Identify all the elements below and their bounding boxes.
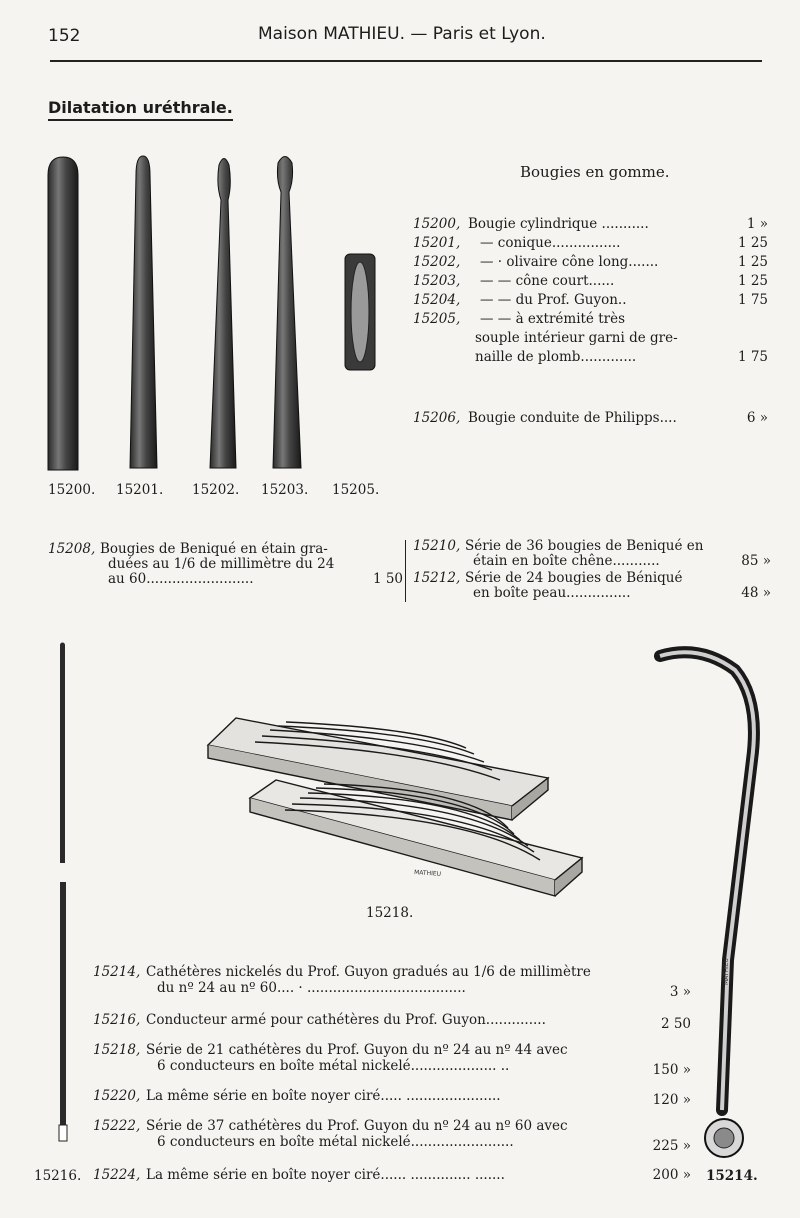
figure-caption-15200: 15200.	[48, 482, 96, 498]
page-number: 152	[48, 26, 81, 46]
case-maker-label: MATHIEU	[413, 869, 442, 878]
page-header-title: Maison MATHIEU. — Paris et Lyon.	[258, 24, 546, 44]
list-item: souple intérieur garni de gre-	[475, 330, 678, 346]
figure-caption-15216: 15216.	[34, 1168, 82, 1184]
bougie-conduite-item: 15206, Bougie conduite de Philipps.... 6 »	[413, 410, 768, 426]
figure-caption-15203: 15203.	[261, 482, 309, 498]
figure-caption-15201: 15201.	[116, 482, 164, 498]
list-item: 15205, — — à extrémité très	[413, 311, 626, 327]
figure-caption-15205: 15205.	[332, 482, 380, 498]
list-item: 15201, — conique................ 1 25	[413, 235, 768, 251]
list-item: 15202, — · olivaire cône long....... 1 25	[413, 254, 768, 270]
section-title: Dilatation uréthrale.	[48, 98, 233, 121]
list-item: 15204, — — du Prof. Guyon.. 1 75	[413, 292, 768, 308]
catheter-maker-stamp: MATHIEU	[723, 958, 730, 985]
figure-caption-15202: 15202.	[192, 482, 240, 498]
list-item: naille de plomb............. 1 75	[475, 349, 768, 365]
figure-caption-15218: 15218.	[366, 905, 414, 921]
list-item: 15200, Bougie cylindrique ........... 1 »	[413, 216, 768, 232]
list-item: 15203, — — cône court...... 1 25	[413, 273, 768, 289]
bougies-heading: Bougies en gomme.	[520, 163, 670, 181]
figure-caption-15214: 15214.	[706, 1168, 758, 1184]
